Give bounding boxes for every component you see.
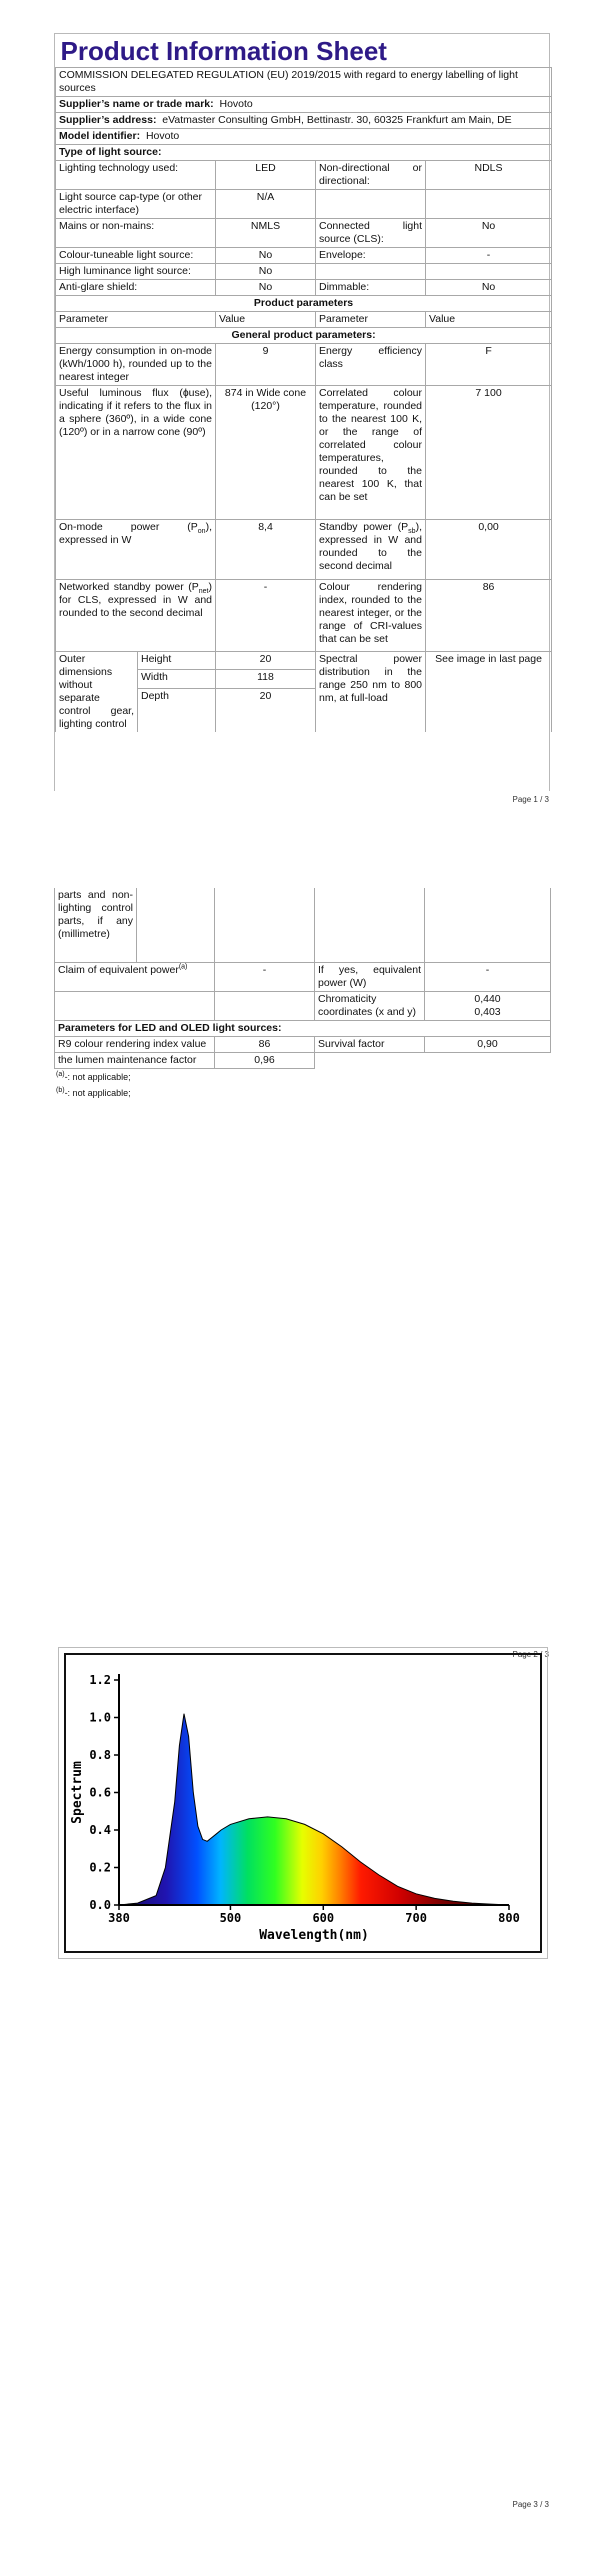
type-row [56, 190, 552, 219]
type-row-value-2 [426, 190, 552, 219]
spd-label: Spectral power distribution in the range 250 nm to 800 nm, at full-load [316, 652, 426, 733]
product-parameters-heading: Product parameters [56, 296, 552, 312]
model-label: Model identifier: [59, 130, 141, 142]
equivalent-claim-label [55, 962, 215, 991]
x-tick-label: 700 [405, 1911, 427, 1925]
type-row-value-2 [426, 264, 552, 280]
chromaticity-value [425, 991, 551, 1020]
type-row-value-2: NDLS [426, 161, 552, 190]
r9-value: 86 [215, 1036, 315, 1052]
spectrum-chart [58, 1647, 548, 1959]
header-value: Value [216, 312, 316, 328]
y-axis-label: Spectrum [70, 1761, 85, 1824]
type-row-label: Anti-glare shield: [56, 280, 216, 296]
supplier-name: Hovoto [219, 98, 253, 110]
energy-class-label: Energy efficiency class [316, 344, 426, 386]
x-tick-label: 500 [219, 1911, 242, 1925]
model-row [56, 129, 552, 145]
on-mode-text-a: On-mode power (P [59, 521, 198, 533]
type-row-label: Light source cap-type (or other electric interface) [56, 190, 216, 219]
standby-power-label [316, 520, 426, 580]
r9-label: R9 colour rendering index value [55, 1036, 215, 1052]
type-row-value: No [216, 280, 316, 296]
page-2 [0, 830, 603, 1660]
y-tick-label: 1.0 [89, 1710, 111, 1725]
param-row [55, 991, 551, 1020]
supplier-address: eVatmaster Consulting GmbH, Bettinastr. 30, 60325 Frankfurt am Main, DE [162, 114, 512, 126]
supplier-name-row [56, 97, 552, 113]
cct-value: 7 100 [426, 386, 552, 520]
on-mode-text-b: ), expressed in W [59, 521, 212, 546]
empty-cell [315, 1052, 425, 1068]
lumen-maintenance-value: 0,96 [215, 1052, 315, 1068]
type-row-value-2: No [426, 219, 552, 248]
param-row [55, 1036, 551, 1052]
chart-border [65, 1654, 541, 1952]
model-identifier: Hovoto [145, 130, 180, 142]
survival-factor-value: 0,90 [425, 1036, 551, 1052]
luminous-flux-value: 874 in Wide cone (120°) [216, 386, 316, 520]
survival-factor-label: Survival factor [315, 1036, 425, 1052]
empty-cell [215, 991, 315, 1020]
footnote-ref-a: (a) [178, 963, 188, 970]
column-header-row [56, 312, 552, 328]
y-tick-label: 0.4 [89, 1823, 111, 1837]
cct-label: Correlated colour temperature, rounded to the nearest 100 K, or the range of correlated colour temperatures, rounded to the nearest 100 K, that can be set [316, 386, 426, 520]
y-tick-label: 0.2 [89, 1860, 111, 1875]
type-row [56, 248, 552, 264]
empty-cell [315, 888, 425, 962]
footnote [56, 1085, 550, 1101]
type-row-label-2: Dimmable: [316, 280, 426, 296]
width-label: Width [138, 670, 216, 688]
equivalent-power-value: - [425, 962, 551, 991]
y-tick-label: 0.6 [89, 1785, 111, 1800]
networked-standby-label [56, 580, 216, 652]
chromaticity-x: 0,440 [474, 992, 501, 1005]
dimensions-label-continued: parts and non-lighting control parts, if any (millimetre) [55, 888, 137, 962]
type-label: Type of light source: [56, 145, 552, 161]
param-row [55, 1052, 551, 1068]
param-row [55, 962, 551, 991]
footnote-marker: (a) [56, 1070, 65, 1078]
type-row-value: No [216, 264, 316, 280]
type-row-label-2: Envelope: [316, 248, 426, 264]
x-tick-label: 600 [312, 1911, 335, 1925]
net-sub: net [198, 588, 209, 596]
standby-power-value: 0,00 [426, 520, 552, 580]
y-tick-label: 0.8 [89, 1748, 111, 1762]
on-mode-sub: on [197, 528, 206, 536]
on-mode-power-label [56, 520, 216, 580]
empty-cell [215, 888, 315, 962]
width-value: 118 [216, 670, 316, 688]
footnote-text: -: not applicable; [64, 1087, 131, 1098]
y-tick-label: 1.2 [89, 1673, 111, 1687]
empty-cell [55, 991, 215, 1020]
spectrum-area [119, 1714, 509, 1905]
networked-standby-value: - [216, 580, 316, 652]
type-row-label-2 [316, 190, 426, 219]
dimension-continued-row [55, 888, 551, 962]
empty-cell [425, 1052, 551, 1068]
standby-text-b: ), expressed in W and rounded to the second decimal [319, 521, 422, 572]
regulation-text: COMMISSION DELEGATED REGULATION (EU) 2019/2015 with regard to energy labelling of light sources [56, 68, 552, 97]
cri-label: Colour rendering index, rounded to the nearest integer, or the range of CRI-values that can be set [316, 580, 426, 652]
type-row-value: LED [216, 161, 316, 190]
page-1 [0, 0, 603, 830]
type-row [56, 161, 552, 190]
net-text-b: ) for CLS, expressed in W and rounded to the second decimal [59, 581, 212, 619]
x-tick-label: 380 [108, 1911, 130, 1925]
type-row [56, 280, 552, 296]
net-text-a: Networked standby power (P [59, 581, 199, 593]
footnote-text: -: not applicable; [64, 1071, 131, 1082]
footnote [56, 1069, 550, 1085]
energy-consumption-label: Energy consumption in on-mode (kWh/1000 h), rounded up to the nearest integer [56, 344, 216, 386]
supplier-address-row [56, 113, 552, 129]
energy-consumption-value: 9 [216, 344, 316, 386]
param-row [56, 344, 552, 386]
type-row-label-2 [316, 264, 426, 280]
x-tick-label: 800 [498, 1911, 520, 1925]
type-row-value-2: No [426, 280, 552, 296]
standby-text-a: Standby power (P [319, 521, 409, 533]
param-row [56, 580, 552, 652]
type-row-value-2: - [426, 248, 552, 264]
energy-class-value: F [426, 344, 552, 386]
type-row-label-2: Connected light source (CLS): [316, 219, 426, 248]
dimensions-label: Outer dimensions without separate control gear, lighting control [56, 652, 138, 733]
type-row-value: N/A [216, 190, 316, 219]
footnotes [54, 1069, 550, 1101]
param-row [56, 520, 552, 580]
led-parameters-heading: Parameters for LED and OLED light sources: [55, 1020, 551, 1036]
footnote-marker: (b) [56, 1086, 65, 1094]
depth-value: 20 [216, 688, 316, 732]
standby-sub: sb [408, 528, 416, 536]
lumen-maintenance-label: the lumen maintenance factor [55, 1052, 215, 1068]
page-number: Page 3 / 3 [512, 2500, 549, 2509]
luminous-flux-label: Useful luminous flux (ɸuse), indicating if it refers to the flux in a sphere (360º), in a wide cone (120º) or in a narrow cone (90º) [56, 386, 216, 520]
height-label: Height [138, 652, 216, 670]
y-tick-label: 0.0 [89, 1898, 111, 1912]
height-value: 20 [216, 652, 316, 670]
empty-cell [425, 888, 551, 962]
page-title: Product Information Sheet [56, 34, 552, 68]
type-row-label-2: Non-directional or directional: [316, 161, 426, 190]
header-parameter: Parameter [56, 312, 216, 328]
type-row-label: Lighting technology used: [56, 161, 216, 190]
spd-value: See image in last page [426, 652, 552, 733]
cri-value: 86 [426, 580, 552, 652]
type-row [56, 264, 552, 280]
supplier-name-label: Supplier’s name or trade mark: [59, 98, 214, 110]
equivalent-claim-text: Claim of equivalent power [58, 963, 179, 976]
page-number: Page 2 / 3 [512, 1650, 549, 1659]
type-row-label: High luminance light source: [56, 264, 216, 280]
info-table-page-2 [54, 888, 551, 1069]
chromaticity-label: Chromaticity coordinates (x and y) [315, 991, 425, 1020]
info-table-page-1 [55, 34, 552, 732]
equivalent-claim-value: - [215, 962, 315, 991]
type-row-label: Colour-tuneable light source: [56, 248, 216, 264]
dimension-row [56, 652, 552, 670]
info-sheet-frame-continued [54, 888, 550, 1098]
type-row [56, 219, 552, 248]
header-value-2: Value [426, 312, 552, 328]
header-parameter-2: Parameter [316, 312, 426, 328]
type-row-label: Mains or non-mains: [56, 219, 216, 248]
equivalent-power-label: If yes, equivalent power (W) [315, 962, 425, 991]
param-row [56, 386, 552, 520]
general-parameters-heading: General product parameters: [56, 328, 552, 344]
type-row-value: NMLS [216, 219, 316, 248]
depth-label: Depth [138, 688, 216, 732]
supplier-address-label: Supplier’s address: [59, 114, 157, 126]
info-sheet-frame [54, 33, 550, 791]
chromaticity-y: 0,403 [474, 1005, 501, 1018]
x-axis-label: Wavelength(nm) [259, 1928, 369, 1943]
spectrum-chart-svg [59, 1648, 547, 1958]
type-row-value: No [216, 248, 316, 264]
empty-cell [137, 888, 215, 962]
on-mode-power-value: 8,4 [216, 520, 316, 580]
page-number: Page 1 / 3 [512, 795, 549, 804]
